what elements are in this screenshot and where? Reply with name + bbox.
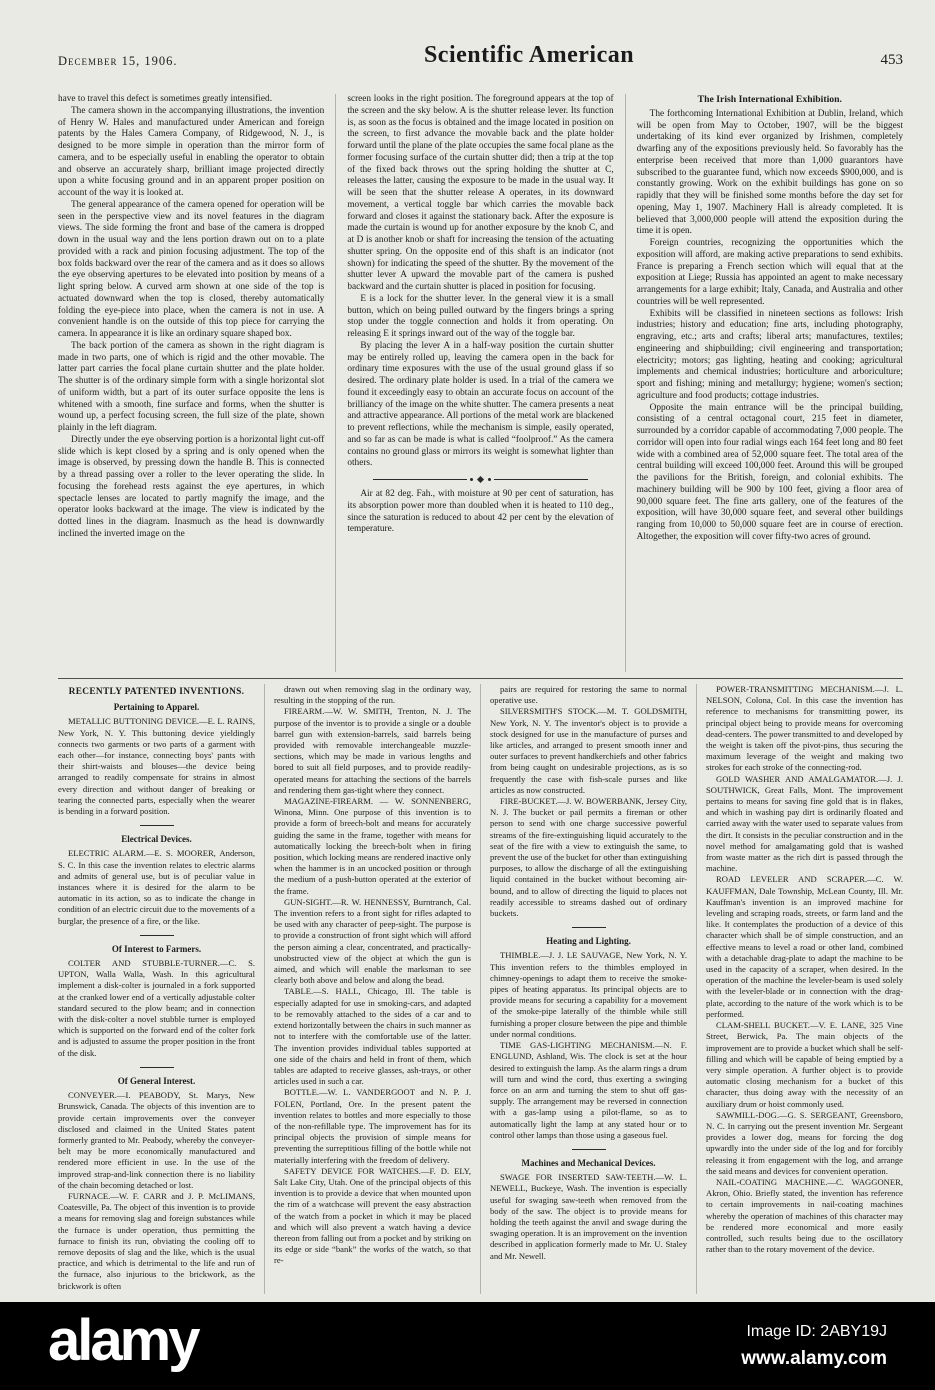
article-paragraph: Foreign countries, recognizing the opportunities which the exposition will afford, are making active preparations to send exhibits. France is preparing a French section which will equal that at the exposition at Liege; Russia has appointed an agent to make necessary arrangements for a large exhibit; Italy, Canada, and Australia and other countries will be well represented. bbox=[636, 238, 903, 307]
article-paragraph: Directly under the eye observing portion is a horizontal light cut-off slide which is kept closed by a spring and is only opened when the image is observed, by pressing down the handle B. This is connected by a thread passing over a roller to the lever operating the slide. In focusing the forehead rests against the eye apertures, in which spectacle lenses are located to partly magnify the image, and the operator looks backward at the image. The view is indicated by the dotted lines in the diagram. Inasmuch as the head is downwardly inclined the inverted image on the bbox=[58, 434, 325, 539]
article-paragraph: Exhibits will be classified in nineteen sections as follows: Irish industries; history and education; fine arts, including photography, engraving, etc.; arts and crafts; liberal arts; manufactures, textiles; engineering and shipbuilding; civil engineering and transportation; electricity; motors; gas lighting, heating and cooking; agricultural implements and chemical industries; horticulture and arboriculture; sport and fishing; mining and metallurgy; hygiene; women's section; agriculture and food products; cottage industries. bbox=[636, 308, 903, 401]
patents-column-2 bbox=[264, 684, 480, 1294]
issue-date: December 15, 1906. bbox=[58, 54, 178, 68]
continued-paragraph: pairs are required for restoring the same to normal operative use. bbox=[490, 684, 687, 706]
patent-item: FIREARM.—W. W. SMITH, Trenton, N. J. The purpose of the inventor is to provide a single or a double barrel gun with extension-barrels, said barrels being provided with removable interchangeable muzzle-sections, which may be made in various lengths and bored to suit all field purposes, and to provide readily-operated means for attaching the sections of the barrels and rendering them gas-tight where they connect. bbox=[274, 706, 471, 795]
patent-item: SILVERSMITH'S STOCK.—M. T. GOLDSMITH, New York, N. Y. The inventor's object is to provide a stock designed for use in the manufacture of purses and like articles, and arranged to present smooth inner and outer surfaces to prevent handkerchiefs and other fabrics from being caught on undesirable projections, as is so frequently the case with fish-scale purses and like articles as now constructed. bbox=[490, 706, 687, 795]
article-paragraph: screen looks in the right position. The foreground appears at the top of the screen and the sky below. A is the shutter release lever. Its function is, as soon as the focus is obtained and the image located in position on the screen, to first advance the movable back and the plate holder forward until the plane of the plate occupies the same focal plane as the former focusing surface of the curtain shutter did; then a trip at the top of the fixed back throws out the spring holding the shutter at C, releases the latter, causing the exposure to be made in the usual way. It will be seen that the shutter release A operates, in its downward movement, a vertical toggle bar which carries the movable back forward and closes it against the stationary back. After the exposure is made the curtain is wound up for another exposure by the knob C, and at D is another knob or shaft for increasing the tension of the actuating shutter spring. On the opposite end of this shaft is an indicator (not shown) for indicating the speed of the shutter. By the movement of the shutter lever A upward the movable part of the camera is pushed backward and the curtain shutter is placed in position for focusing. bbox=[347, 94, 614, 292]
category-heading: Electrical Devices. bbox=[121, 834, 192, 845]
patent-item: BOTTLE.—W. L. VANDERGOOT and N. P. J. FOLEN, Portland, Ore. In the present patent the invention relates to bottles and more especially to those of the non-refillable type. The improvement has for its principal objects the provision of simple means for preventing the surreptitious filling of the bottle while not materially interfering with the freedom of delivery. bbox=[274, 1087, 471, 1165]
filler-paragraph: Air at 82 deg. Fah., with moisture at 90 per cent of saturation, has its absorption power more than doubled when it is heated to 110 deg., since the saturation is reduced to about 42 per cent by the elevation of temperature. bbox=[347, 489, 614, 535]
short-divider-rule bbox=[572, 927, 606, 928]
section-divider-rule bbox=[58, 678, 903, 679]
patent-item: GOLD WASHER AND AMALGAMATOR.—J. J. SOUTHWICK, Great Falls, Mont. The improvement pertains to means for saving fine gold that is in flakes, and which in washing pay dirt is ordinarily floated and carried away with the water used to separate values from the dirt. It consists in the peculiar construction and in the novel method for amalgamating gold that is washed from waste matter as the rich dirt is passed through the machine. bbox=[706, 773, 903, 874]
patent-item: METALLIC BUTTONING DEVICE.—E. L. RAINS, New York, N. Y. This buttoning device yieldingly connects two garments or two parts of a garment with each other—for instance, connecting boys' pants with their shirt-waists and blouses—the device being arranged to readily compensate for strains in almost every direction and without danger of breaking or tearing the connected parts, especially when the wearer is bending in a forward position. bbox=[58, 716, 255, 817]
patent-item: CLAM-SHELL BUCKET.—V. E. LANE, 325 Vine Street, Berwick, Pa. The main objects of the improvement are to provide a bucket which shall be self-filling and which will be capable of being emptied by a very simple operation. A further object is to provide automatic closing mechanism for a bucket of this character, thus doing away with the necessity of an auxiliary drum or hoist commonly used. bbox=[706, 1020, 903, 1109]
patent-item: FIRE-BUCKET.—J. W. BOWERBANK, Jersey City, N. J. The bucket or pail permits a fireman or other person to send with one charge successive powerful streams of the fire-extinguishing liquid accurately to the seat of the fire with a view to extinguish the same, to prevent the use of the bucket for other than extinguishing purposes, to allow the discharge of all the extinguishing liquid contained in the bucket without becoming air-bound, and to allow of directing the liquid to places not readily accessible to streams dashed out of ordinary buckets. bbox=[490, 796, 687, 919]
page-number: 453 bbox=[880, 52, 903, 68]
article-column-3 bbox=[625, 94, 903, 672]
patent-item: SAWMILL-DOG.—G. S. SERGEANT, Greensboro, N. C. In carrying out the present invention Mr. Sergeant provides a lower dog, means for forcing the dog upwardly into the under side of the log and for forcibly releasing it from engagement with the log, and arrange the said means and devices for convenient operation. bbox=[706, 1109, 903, 1176]
patent-item: FURNACE.—W. F. CARR and J. P. McLIMANS, Coatesville, Pa. The object of this invention is to provide a means for removing slag and foreign substances while the furnace is under operation, thus permitting the furnace to finish its run, obviating the cooling off to remove deposits of slag and the like, which is the usual practice, and which is detrimental to the life and run of the furnace, also injurious to the brickwork, as the brickwork is often bbox=[58, 1190, 255, 1291]
patent-item: SAFETY DEVICE FOR WATCHES.—F. D. ELY, Salt Lake City, Utah. One of the principal objects of this invention is to provide a device that when mounted upon the rim of a watchcase will prevent the easy abstraction of the watch from a pocket in which it may be placed and which will also prevent a watch having a device thereon from falling out from a pocket and by striking on its edge or side “bank” the works of the watch, so that re- bbox=[274, 1165, 471, 1266]
patents-section-title: RECENTLY PATENTED INVENTIONS. bbox=[68, 687, 245, 697]
article-paragraph: The general appearance of the camera opened for operation will be seen in the perspective view and its novel features in the diagram views. The side forming the front and base of the camera is dropped down in the usual way and the lens portion drawn out on to a plate provided with a rack and pinion focusing adjustment. The top of the box folds backward over the rear of the camera and as it does so allows the eye observing apertures to be elevated into position by means of a light spring below. A curved arm shown at one side of the top is actuated downward when the top is closed, thereby automatically folding the eye-piece into place, when the camera is not in use. A convenient handle is on the outside of this top piece for carrying the camera. In appearance it is like an ordinary square shaped box. bbox=[58, 199, 325, 339]
patent-item: GUN-SIGHT.—R. W. HENNESSY, Burntranch, Cal. The invention refers to a front sight for rifles adapted to be used with any character of peep-sight. The purpose is to provide a construction of front sight which will afford the person aiming a clear, concentrated, and practically-unobstructed view of the object at which the gun is aimed, and which will enable the marksman to see clearly both above and below and along the bead. bbox=[274, 896, 471, 986]
article-paragraph: By placing the lever A in a half-way position the curtain shutter may be entirely rolled up, leaving the camera open in the back for ordinary time exposures with the use of the usual ground glass if so desired. The ordinary plate holder is used. In a trial of the camera we found it exceedingly easy to obtain an accurate focus on account of the brilliancy of the image on the white shutter. The camera presents a neat and attractive appearance. All portions of the metal work are blackened to prevent reflections, while the mechanism is simple, easily operated, and so far as can be made is what is called “foolproof.” As the camera contains no ground glass or mirrors its weight is somewhat lighter than others. bbox=[347, 340, 614, 469]
alamy-watermark-bar bbox=[0, 1302, 935, 1390]
patent-item: NAIL-COATING MACHINE.—C. WAGGONER, Akron, Ohio. Briefly stated, the invention has reference to certain improvements in nail-coating machines whereby the operation of machines of this character may be rendered more economical and more easily controlled, such results being due to the oscillatory rather than to the rotary movement of the device. bbox=[706, 1176, 903, 1255]
patent-item: ELECTRIC ALARM.—E. S. MOORER, Anderson, S. C. In this case the invention relates to electric alarms and admits of general use, but is of peculiar value in instances where it is desired for the alarm to be automatic in its action, so as to indicate the change in condition of an electric circuit due to the movements of a burglar, the presence of a fire, or the like. bbox=[58, 848, 255, 926]
article-title: The Irish International Exhibition. bbox=[697, 94, 842, 105]
patent-item: TIME GAS-LIGHTING MECHANISM.—N. F. ENGLUND, Ashland, Wis. The clock is set at the hour desired to extinguish the lamp. As the alarm rings a drum will turn and wind the cord, thus exerting a swinging force on an arm and turning the stem to shut off gas-supply. The arrangement may be reversed in connection with a gas-lamp using a pilot-flame, so as to automatically light the lamp at any stated hour or to control other lamps than those using a gaseous fuel. bbox=[490, 1040, 687, 1140]
article-paragraph: The forthcoming International Exhibition at Dublin, Ireland, which will be open from May to October, 1907, will be the biggest undertaking of its kind ever organized by Irishmen, completely dwarfing any of the expositions previously held. So favorably has the enterprise been received that more than 1,000 guarantors have subscribed to the guarantee fund, which now exceeds $900,000, and is constantly growing. Work on the exhibit buildings has gone on so rapidly that they will be finished some months before the day set for opening, May 1, 1907. Machinery Hall is already completed. It is believed that 3,000,000 people will attend the exposition during the time it is open. bbox=[636, 108, 903, 237]
category-heading: Pertaining to Apparel. bbox=[113, 702, 200, 713]
patent-item: CONVEYER.—I. PEABODY, St. Marys, New Brunswick, Canada. The objects of this invention are to provide certain improvements over the conveyer disclosed and claimed in the United States patent formerly granted to Mr. Peabody, whereby the conveyer-belt may be more economically manufactured and rendered more efficient in use. In the use of the improved strap-and-link connection there is no liability of the chain becoming detached or lost. bbox=[58, 1090, 255, 1190]
publication-title: Scientific American bbox=[423, 42, 635, 68]
patent-item: TABLE.—S. HALL, Chicago, Ill. The table is especially adapted for use in smoking-cars, and adapted to be removably attached to the sides of a car and to extend horizontally between the chairs in such manner as not to interfere with the comfortable use of the latter. The invention provides individual tables supported at one side of the chairs and held in front of them, which tables are adapted to receive glasses, ash-trays, or other articles used in such a car. bbox=[274, 986, 471, 1087]
patent-item: ROAD LEVELER AND SCRAPER.—C. W. KAUFFMAN, Dale Township, McLean County, Ill. Mr. Kauffman's invention is an improved machine for leveling and scraping roads, streets, or farm land and the like. It contemplates the production of a device of this character which shall be of simple construction, and an effective means to level a road or other land, combined with a detachable drag-plate to adapt the machine to be used in the capacity of a scraper, when desired. In the operation of the machine the leveler-beam is used solely with the leveler-blade or in connection with the drag-plate, according to the nature of the work which is to be performed. bbox=[706, 874, 903, 1019]
ornamental-divider-icon bbox=[373, 477, 587, 482]
patents-columns bbox=[58, 684, 903, 1294]
patent-item: SWAGE FOR INSERTED SAW-TEETH.—W. L. NEWELL, Buckeye, Wash. The invention is especially useful for swaging saw-teeth when removed from the body of the saw. The object is to provide means for holding the teeth against the anvil and swage during the swaging operation. It is an improvement on the invention described in application formerly made to Mr. U. Staley and Mr. Newell. bbox=[490, 1172, 687, 1261]
category-heading: Machines and Mechanical Devices. bbox=[521, 1157, 656, 1168]
patents-column-4 bbox=[696, 684, 903, 1294]
alamy-logo: alamy bbox=[48, 1308, 198, 1373]
short-divider-rule bbox=[140, 1067, 174, 1068]
patent-item: THIMBLE.—J. J. LE SAUVAGE, New York, N. Y. This invention refers to the thimbles employed in chimney-openings to adapt them to receive the smoke-pipes of heating apparatus. Its principal objects are to provide means for securing a capability for a movement of the smoke-pipe laterally of the thimble while still furnishing a proper closure between the pipe and thimble under normal conditions. bbox=[490, 950, 687, 1039]
article-paragraph: have to travel this defect is sometimes greatly intensified. bbox=[58, 94, 273, 104]
article-paragraph: The camera shown in the accompanying illustrations, the invention of Henry W. Hales and manufactured under American and foreign patents by the Hales Camera Company, of Ridgewood, N. J., is designed to be more simple in operation than the mirror form of camera, and to be especially useful in enabling the operator to obtain and observe an accurately sharp, brilliant image projected directly upon a white focusing ground and in an apparent proper position on account of the way it is looked at. bbox=[58, 105, 325, 198]
short-divider-rule bbox=[140, 935, 174, 936]
article-column-1 bbox=[58, 94, 335, 672]
short-divider-rule bbox=[572, 1149, 606, 1150]
category-heading: Heating and Lighting. bbox=[546, 936, 631, 947]
patent-item: COLTER AND STUBBLE-TURNER.—C. S. UPTON, Walla Walla, Wash. In this agricultural implement a disk-colter is journaled in a fork supported at the cranked lower end of a vertically adjustable colter standard secured to the plow beam; and in connection with the disk-colter a novel stubble turner is employed which is supported on the forward end of the colter fork and is adjusted to assume the proper position in the front of the disk. bbox=[58, 958, 255, 1058]
article-paragraph: The back portion of the camera as shown in the right diagram is made in two parts, one of which is rigid and the other movable. The latter part carries the focal plane curtain shutter and the plate holder. The shutter is of the ordinary simple form with a single horizontal slot of uniform width, but a part of its outer surface opposite the lens is whitened with a smooth, fine surface and forms, when the shutter is wound up, a perfect focusing screen, the full size of the plate, shown plainly in the left diagram. bbox=[58, 340, 325, 433]
category-heading: Of General Interest. bbox=[117, 1075, 196, 1086]
patents-column-3 bbox=[480, 684, 696, 1294]
article-paragraph: Opposite the main entrance will be the principal building, consisting of a central octagonal court, 215 feet in diameter, surrounded by a corridor capable of accommodating 7,000 people. The corridor will open into four radial wings each 164 feet long and 80 feet wide with a combined area of 52,000 square feet. The total area of the central building will exceed 100,000 feet. Around this will be grouped the pavilions for the British, foreign, and colonial exhibits. The machinery building will be 900 by 100 feet, giving a floor area of 90,000 square feet. The fine arts gallery, one of the features of the exposition, will have 30,000 square feet, and several other buildings ranging from 10,000 to 50,000 square feet are in course of erection. Altogether, the exposition will cover fifty-two acres of ground. bbox=[636, 402, 903, 542]
alamy-url: www.alamy.com bbox=[741, 1347, 887, 1369]
page-header bbox=[58, 42, 903, 69]
patent-item: MAGAZINE-FIREARM. — W. SONNENBERG, Winona, Minn. One purpose of this invention is to provide a form of breech-bolt and means for accurately guiding the same in the frame, together with means for automatically locking the breech-bolt when in firing position, which locking means are rendered inactive only when the hammer is in an uncocked position or through the medium of a push-button operated at the exterior of the frame. bbox=[274, 796, 471, 896]
article-columns bbox=[58, 94, 903, 672]
image-id-label: Image ID: 2ABY19J bbox=[746, 1322, 887, 1340]
alamy-info bbox=[741, 1323, 887, 1370]
article-paragraph: E is a lock for the shutter lever. In the general view it is a small button, which on being pulled outward by the fingers brings a spring stop under the toggle connection and holds it from operating. On releasing E it springs inward out of the way of the toggle bar. bbox=[347, 293, 614, 339]
category-heading: Of Interest to Farmers. bbox=[111, 943, 202, 954]
continued-paragraph: drawn out when removing slag in the ordinary way, resulting in the stopping of the run. bbox=[274, 684, 471, 706]
patents-column-1 bbox=[58, 684, 264, 1294]
patent-item: POWER-TRANSMITTING MECHANISM.—J. L. NELSON, Colona, Col. In this case the invention has reference to mechanisms for transmitting power, its principal object being to provide means for overcoming dead-centers. The power transmitted to and developed by the weight is taken off the pivot-pins, thus securing the maximum leverage of the weight and making two strokes for each stroke of the connecting-rod. bbox=[706, 684, 903, 773]
short-divider-rule bbox=[140, 825, 174, 826]
article-column-2 bbox=[335, 94, 624, 672]
